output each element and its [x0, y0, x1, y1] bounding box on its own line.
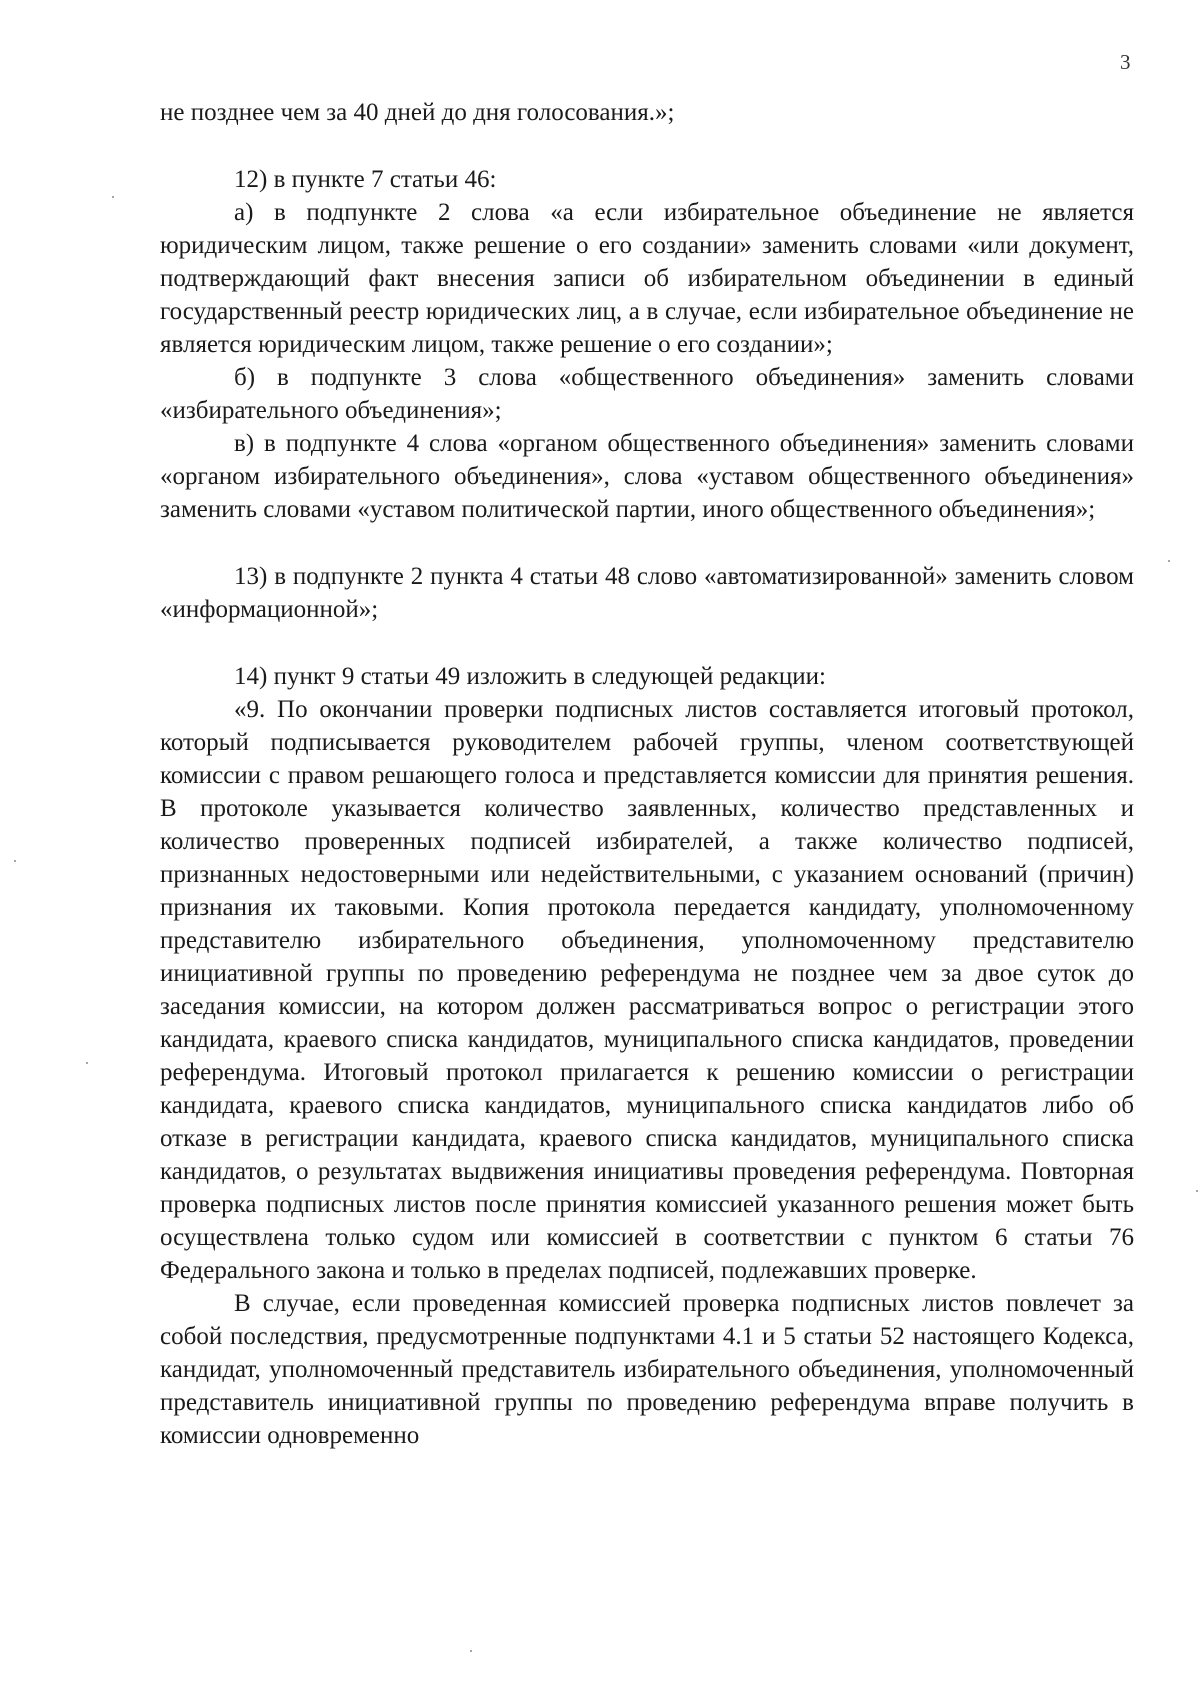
paragraph-continuation: не позднее чем за 40 дней до дня голосования.»; [160, 99, 675, 126]
paragraph-quoted-continuation: В случае, если проведенная комиссией проверка подписных листов повлечет за собой последствия, предусмотренные подпунктами 4.1 и 5 статьи 52 настоящего Кодекса, кандидат, уполномоченный представитель избирательного объединения, уполномоченный представитель инициативной группы по проведению референдума вправе получить в комиссии одновременно [160, 1290, 1134, 1449]
paragraph-subitem-a: а) в подпункте 2 слова «а если избирательное объединение не является юридическим лицом, также решение о его создании» заменить словами «или документ, подтверждающий факт внесения записи об избирательном объединении в единый государственный реестр юридических лиц, а в случае, если избирательное объединение не является юридическим лицом, также решение о его создании»; [160, 199, 1134, 358]
scan-speck [1168, 560, 1170, 562]
paragraph-item-12: 12) в пункте 7 статьи 46: [234, 166, 497, 193]
paragraph-quoted-point-9: «9. По окончании проверки подписных листов составляется итоговый протокол, который подписывается руководителем рабочей группы, членом соответствующей комиссии с правом решающего голоса и представляется комиссии для принятия решения. В протоколе указывается количество заявленных, количество представленных и количество проверенных подписей избирателей, а также количество подписей, признанных недостоверными или недействительными, с указанием оснований (причин) признания их таковыми. Копия протокола передается кандидату, уполномоченному представителю избирательного объединения, уполномоченному представителю инициативной группы по проведению референдума не позднее чем за двое суток до заседания комиссии, на котором должен рассматриваться вопрос о регистрации этого кандидата, краевого списка кандидатов, муниципального списка кандидатов, проведении референдума. Итоговый протокол прилагается к решению комиссии о регистрации кандидата, краевого списка кандидатов, муниципального списка кандидатов либо об отказе в регистрации кандидата, краевого списка кандидатов, муниципального списка кандидатов, о результатах выдвижения инициативы проведения референдума. Повторная проверка подписных листов после принятия комиссией указанного решения может быть осуществлена только судом или комиссией в соответствии с пунктом 6 статьи 76 Федерального закона и только в пределах подписей, подлежавших проверке. [160, 696, 1134, 1284]
scan-speck [14, 860, 16, 862]
scan-speck [470, 1650, 472, 1652]
scan-speck [112, 196, 114, 198]
paragraph-subitem-v: в) в подпункте 4 слова «органом общественного объединения» заменить словами «органом избирательного объединения», слова «уставом общественного объединения» заменить словами «уставом политической партии, иного общественного объединения»; [160, 430, 1134, 523]
document-body [160, 96, 1134, 1452]
scan-speck [86, 1062, 88, 1064]
scan-speck [1196, 1190, 1198, 1192]
paragraph-subitem-b: б) в подпункте 3 слова «общественного объединения» заменить словами «избирательного объединения»; [160, 364, 1134, 424]
paragraph-item-14: 14) пункт 9 статьи 49 изложить в следующей редакции: [234, 663, 826, 690]
paragraph-item-13: 13) в подпункте 2 пункта 4 статьи 48 слово «автоматизированной» заменить словом «информационной»; [160, 563, 1134, 623]
page-number: 3 [1120, 50, 1131, 74]
